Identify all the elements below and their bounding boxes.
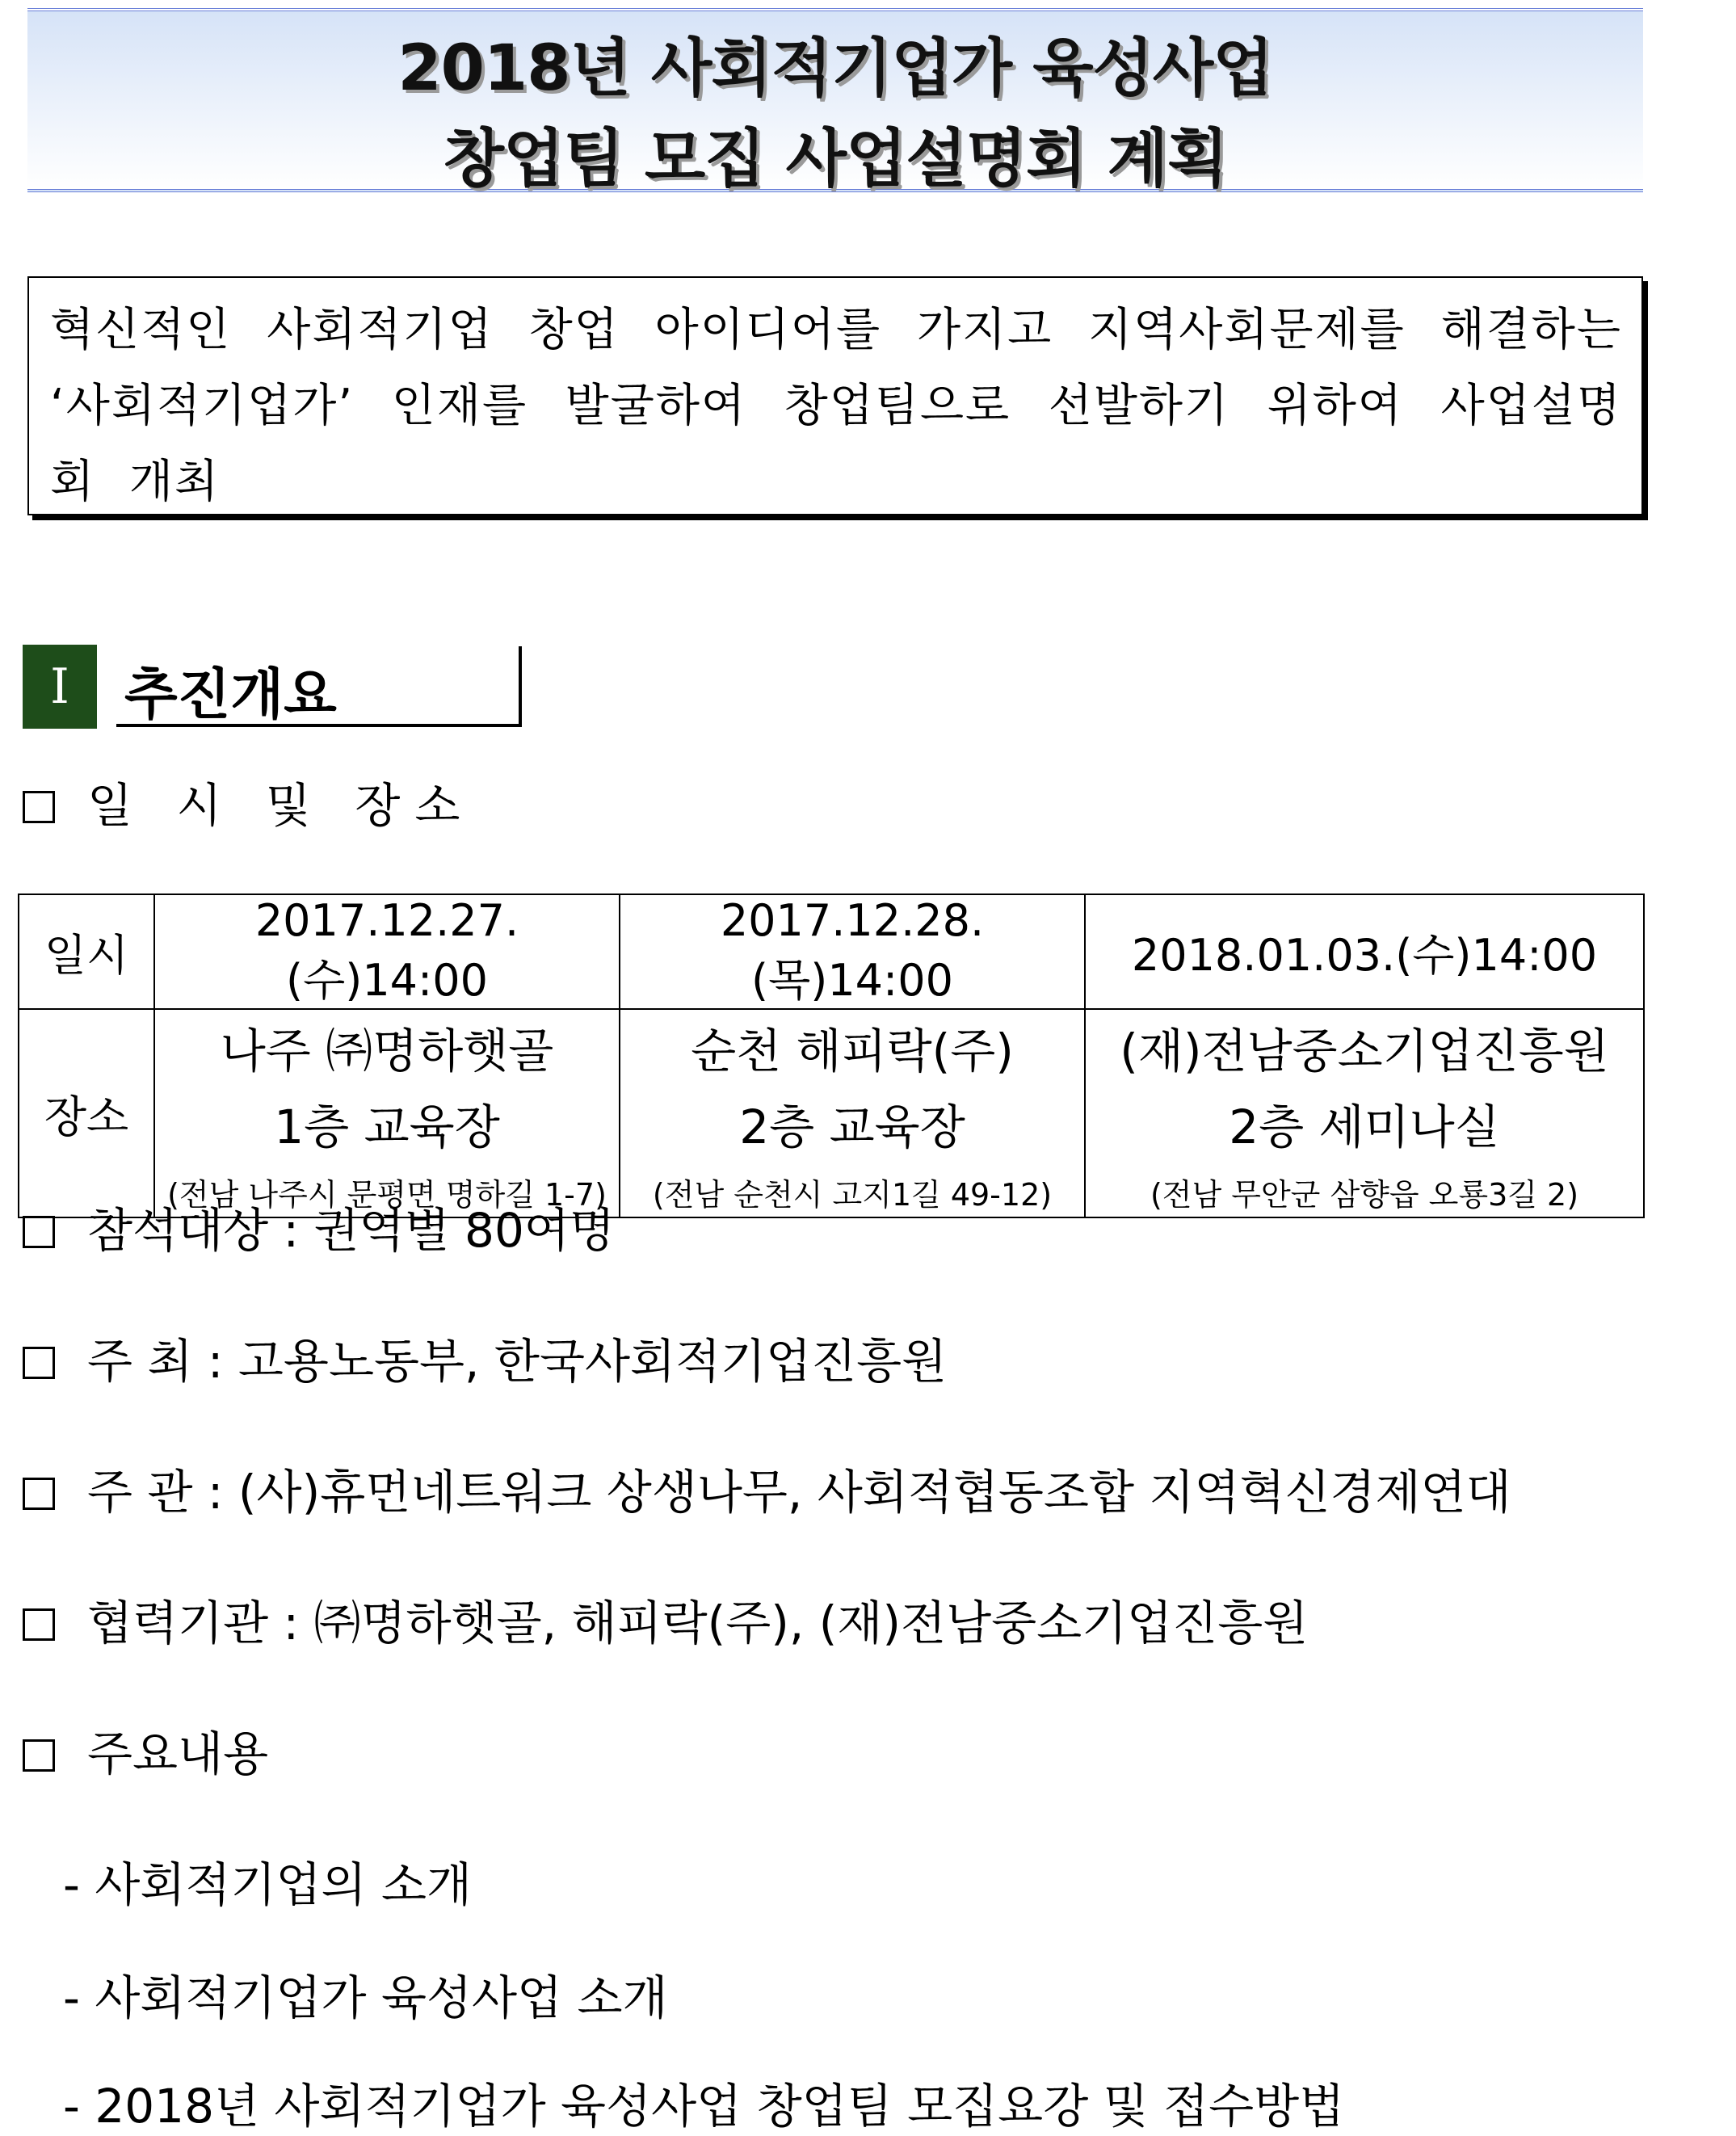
table-cell-place <box>620 1009 1085 1217</box>
bullet-text: 협력기관 : ㈜명하햇골, 해피락(주), (재)전남중소기업진흥원 <box>87 1596 1309 1650</box>
bullet-host <box>23 1323 947 1391</box>
summary-box <box>27 276 1643 515</box>
place-name: (재)전남중소기업진흥원 <box>1120 1023 1609 1079</box>
page-title-line-1: 2018년 사회적기업가 육성사업 <box>397 32 1273 105</box>
place-name: 나주 ㈜명하햇골 <box>220 1023 554 1079</box>
bullet-text: 일 시 및 장소 <box>87 778 475 833</box>
table-header-place: 장소 <box>19 1009 154 1217</box>
schedule-table <box>18 894 1645 1218</box>
checkbox-square-icon <box>23 1216 55 1248</box>
table-cell-place <box>154 1009 620 1217</box>
bullet-schedule <box>23 767 474 835</box>
place-room: 1층 교육장 <box>274 1099 500 1154</box>
table-cell-place <box>1085 1009 1644 1217</box>
bullet-text: 주 최 : 고용노동부, 한국사회적기업진흥원 <box>87 1334 948 1389</box>
table-row-places <box>19 1009 1644 1217</box>
place-address: (전남 무안군 삼향읍 오룡3길 2) <box>1150 1176 1579 1213</box>
bullet-text: 참석대상 : 권역별 80여명 <box>87 1203 615 1258</box>
title-banner <box>27 8 1643 196</box>
list-item: - 사회적기업의 소개 <box>63 1857 473 1912</box>
bullet-partners <box>23 1585 1308 1653</box>
table-header-date: 일시 <box>19 894 154 1009</box>
list-item: - 사회적기업가 육성사업 소개 <box>63 1970 668 2025</box>
checkbox-square-icon <box>23 1739 55 1772</box>
page-title-line-2: 창업팀 모집 사업설명회 계획 <box>443 123 1228 196</box>
bullet-text: 주 관 : (사)휴먼네트워크 상생나무, 사회적협동조합 지역혁신경제연대 <box>87 1465 1511 1520</box>
bullet-text: 주요내용 <box>87 1726 269 1781</box>
bullet-organizer <box>23 1454 1511 1522</box>
bullet-contents <box>23 1716 268 1784</box>
place-room: 2층 교육장 <box>739 1099 965 1154</box>
checkbox-square-icon <box>23 791 55 823</box>
summary-text: 혁신적인 사회적기업 창업 아이디어를 가지고 지역사회문제를 해결하는 ‘사회적기업가’ 인재를 발굴하여 창업팀으로 선발하기 위하여 사업설명회 개최 <box>50 304 1622 508</box>
table-cell-date: 2018.01.03.(수)14:00 <box>1085 894 1644 1009</box>
table-row-dates <box>19 894 1644 1009</box>
place-address: (전남 순천시 고지1길 49-12) <box>652 1176 1053 1213</box>
checkbox-square-icon <box>23 1347 55 1379</box>
table-cell-date: 2017.12.27.(수)14:00 <box>154 894 620 1009</box>
section-title-box <box>116 646 522 727</box>
place-address: (전남 나주시 문평면 명하길 1-7) <box>167 1176 607 1213</box>
place-room: 2층 세미나실 <box>1229 1099 1500 1154</box>
section-number: I <box>23 645 97 729</box>
checkbox-square-icon <box>23 1478 55 1510</box>
place-name: 순천 해피락(주) <box>691 1023 1014 1079</box>
list-item: - 2018년 사회적기업가 육성사업 창업팀 모집요강 및 접수방법 <box>63 2079 1345 2134</box>
section-title: 추진개요 <box>124 663 337 727</box>
bullet-attendees <box>23 1192 615 1260</box>
checkbox-square-icon <box>23 1608 55 1641</box>
table-cell-date: 2017.12.28.(목)14:00 <box>620 894 1085 1009</box>
